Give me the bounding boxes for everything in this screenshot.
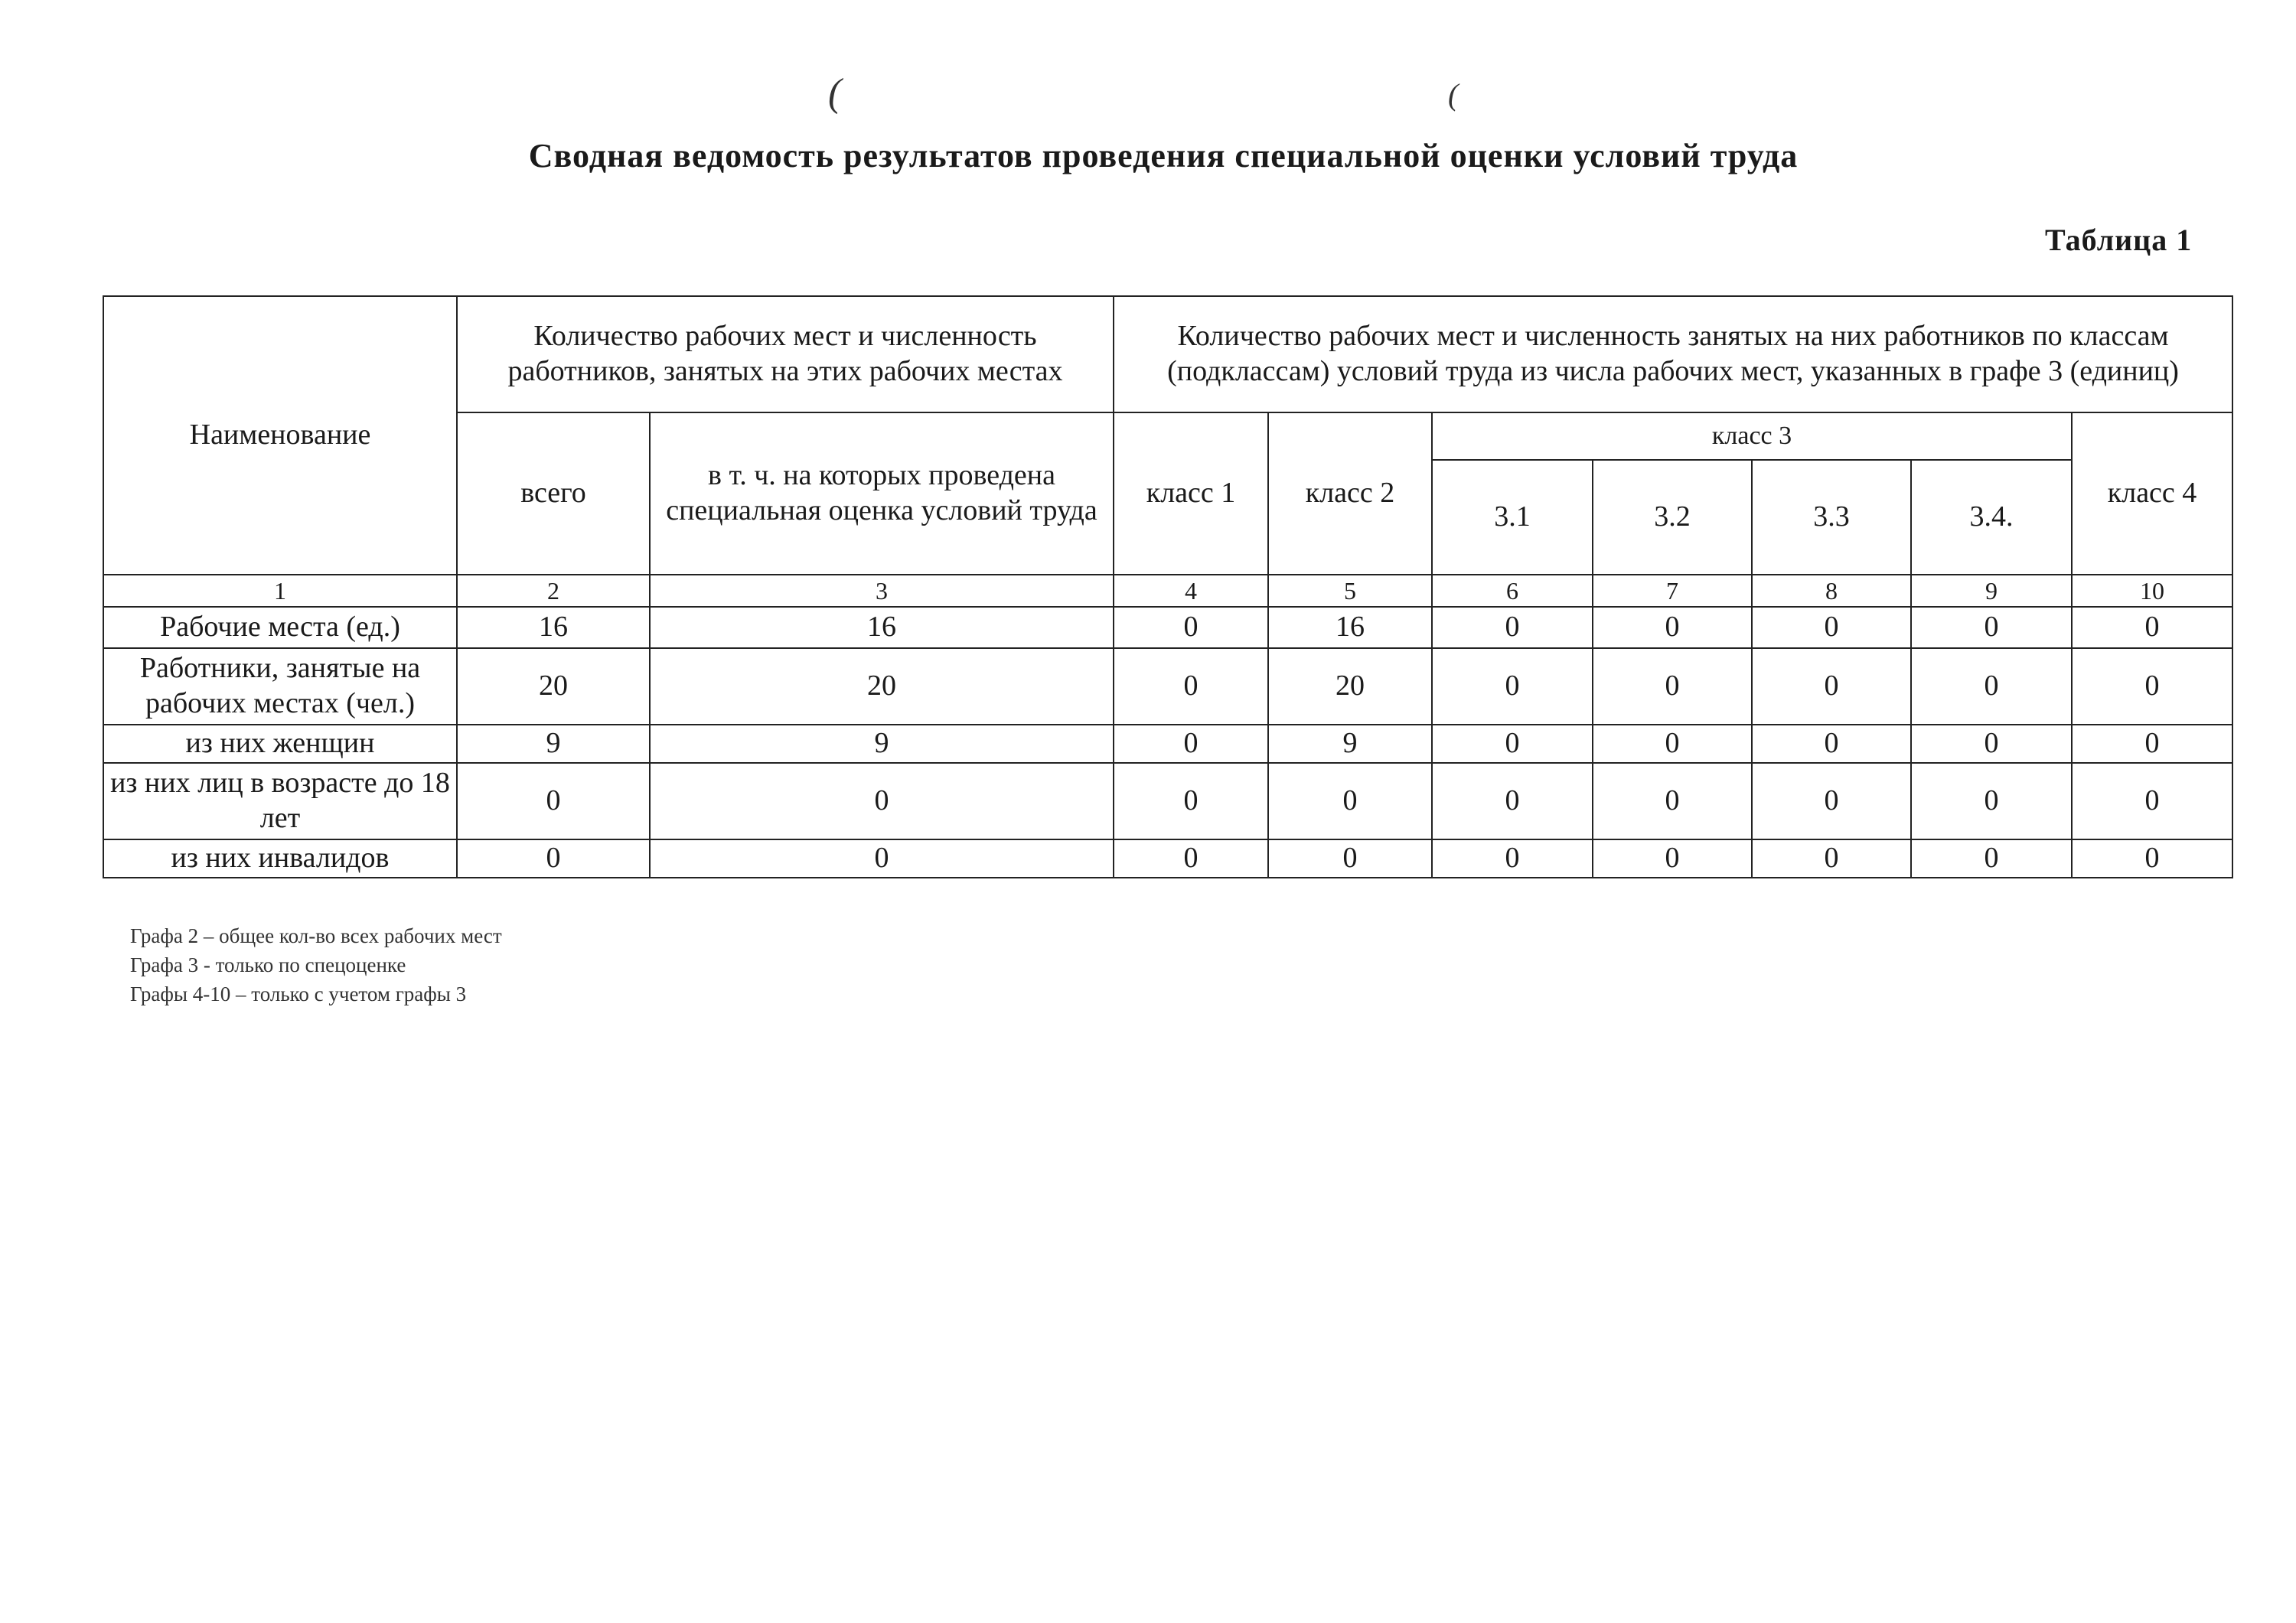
column-number: 10 xyxy=(2072,575,2232,607)
row-label: Рабочие места (ед.) xyxy=(103,607,457,648)
table-cell: 0 xyxy=(1752,648,1911,725)
table-cell: 9 xyxy=(650,725,1114,763)
footnote: Графа 2 – общее кол-во всех рабочих мест xyxy=(130,924,502,947)
table-cell: 0 xyxy=(1593,725,1752,763)
table-cell: 0 xyxy=(2072,839,2232,878)
table-cell: 9 xyxy=(457,725,650,763)
table-cell: 0 xyxy=(2072,607,2232,648)
table-cell: 0 xyxy=(1114,763,1268,839)
table-cell: 0 xyxy=(1911,607,2072,648)
table-cell: 20 xyxy=(1268,648,1432,725)
row-label: из них женщин xyxy=(103,725,457,763)
header-sub33: 3.3 xyxy=(1813,500,1850,533)
table-cell: 0 xyxy=(2072,725,2232,763)
table-cell: 16 xyxy=(457,607,650,648)
table-cell: 0 xyxy=(1911,839,2072,878)
header-total-cell xyxy=(457,412,650,575)
header-name-cell xyxy=(103,296,457,575)
header-row xyxy=(103,296,2232,412)
table-cell: 20 xyxy=(457,648,650,725)
table-cell: 0 xyxy=(1593,648,1752,725)
table-cell: 0 xyxy=(1593,607,1752,648)
header-name: Наименование xyxy=(189,419,371,451)
table-cell: 0 xyxy=(1268,763,1432,839)
header-class4-cell xyxy=(2072,412,2232,575)
header-sub33-cell xyxy=(1752,460,1911,575)
table-label: Таблица 1 xyxy=(2045,223,2193,257)
table-cell: 0 xyxy=(1593,763,1752,839)
column-number: 7 xyxy=(1593,575,1752,607)
summary-table xyxy=(103,295,2233,878)
column-number: 8 xyxy=(1752,575,1911,607)
table-cell: 0 xyxy=(1114,607,1268,648)
column-number: 4 xyxy=(1114,575,1268,607)
header-group-classes: Количество рабочих мест и численность занятых на них работников по классам (подклассам) условий труда из числа рабочих мест, указанных в графе 3 (единиц) xyxy=(1167,320,2179,387)
table-cell: 0 xyxy=(1752,763,1911,839)
column-number: 2 xyxy=(457,575,650,607)
table-cell: 0 xyxy=(1114,839,1268,878)
table-cell: 20 xyxy=(650,648,1114,725)
column-number: 6 xyxy=(1432,575,1593,607)
table-cell: 0 xyxy=(1432,725,1593,763)
table-cell: 0 xyxy=(1911,648,2072,725)
header-class3-cell xyxy=(1432,412,2072,460)
header-class1-cell xyxy=(1114,412,1268,575)
table-cell: 0 xyxy=(1432,607,1593,648)
scan-mark: ( xyxy=(1448,77,1459,112)
header-sub32-cell xyxy=(1593,460,1752,575)
header-sub34: 3.4. xyxy=(1969,500,2014,533)
table-cell: 16 xyxy=(1268,607,1432,648)
header-sub32: 3.2 xyxy=(1654,500,1691,533)
table-cell: 16 xyxy=(650,607,1114,648)
table-cell: 9 xyxy=(1268,725,1432,763)
header-class4: класс 4 xyxy=(2107,477,2197,510)
table-cell: 0 xyxy=(1114,648,1268,725)
table-cell: 0 xyxy=(1752,725,1911,763)
table-cell: 0 xyxy=(1593,839,1752,878)
column-number-row xyxy=(103,575,2232,607)
table-row xyxy=(103,763,2232,839)
table-cell: 0 xyxy=(1432,648,1593,725)
column-number: 1 xyxy=(103,575,457,607)
column-number: 5 xyxy=(1268,575,1432,607)
header-class2: класс 2 xyxy=(1305,477,1395,510)
table-cell: 0 xyxy=(2072,763,2232,839)
header-class1: класс 1 xyxy=(1146,477,1236,510)
header-sub31: 3.1 xyxy=(1494,500,1531,533)
table-cell: 0 xyxy=(1432,763,1593,839)
header-assessed: в т. ч. на которых проведена специальная оценка условий труда xyxy=(666,459,1097,526)
table-cell: 0 xyxy=(650,839,1114,878)
row-label: из них инвалидов xyxy=(103,839,457,878)
table-cell: 0 xyxy=(1752,607,1911,648)
table-cell: 0 xyxy=(1911,725,2072,763)
column-number: 9 xyxy=(1911,575,2072,607)
table-cell: 0 xyxy=(457,839,650,878)
table-cell: 0 xyxy=(1432,839,1593,878)
header-group-count: Количество рабочих мест и численность работников, занятых на этих рабочих местах xyxy=(507,320,1063,387)
table-row xyxy=(103,839,2232,878)
table-cell: 0 xyxy=(1114,725,1268,763)
column-number: 3 xyxy=(650,575,1114,607)
table-cell: 0 xyxy=(1268,839,1432,878)
table-row xyxy=(103,725,2232,763)
header-class2-cell xyxy=(1268,412,1432,575)
row-label: Работники, занятые на рабочих местах (чел.) xyxy=(103,648,457,725)
header-class3: класс 3 xyxy=(1711,421,1792,450)
footnotes xyxy=(130,921,502,1009)
header-total: всего xyxy=(520,477,586,510)
footnote: Графа 3 - только по спецоценке xyxy=(130,953,406,976)
document-title: Сводная ведомость результатов проведения специальной оценки условий труда xyxy=(528,137,1799,174)
row-label: из них лиц в возрасте до 18 лет xyxy=(103,763,457,839)
header-group-count-cell xyxy=(457,296,1114,412)
table-row xyxy=(103,648,2232,725)
header-assessed-cell xyxy=(650,412,1114,575)
footnote: Графы 4-10 – только с учетом графы 3 xyxy=(130,983,467,1005)
header-sub31-cell xyxy=(1432,460,1593,575)
scan-mark: ( xyxy=(828,71,842,115)
table-cell: 0 xyxy=(650,763,1114,839)
table-cell: 0 xyxy=(457,763,650,839)
header-sub34-cell xyxy=(1911,460,2072,575)
table-cell: 0 xyxy=(1911,763,2072,839)
header-group-classes-cell xyxy=(1114,296,2232,412)
table-row xyxy=(103,607,2232,648)
table-cell: 0 xyxy=(1752,839,1911,878)
table-cell: 0 xyxy=(2072,648,2232,725)
